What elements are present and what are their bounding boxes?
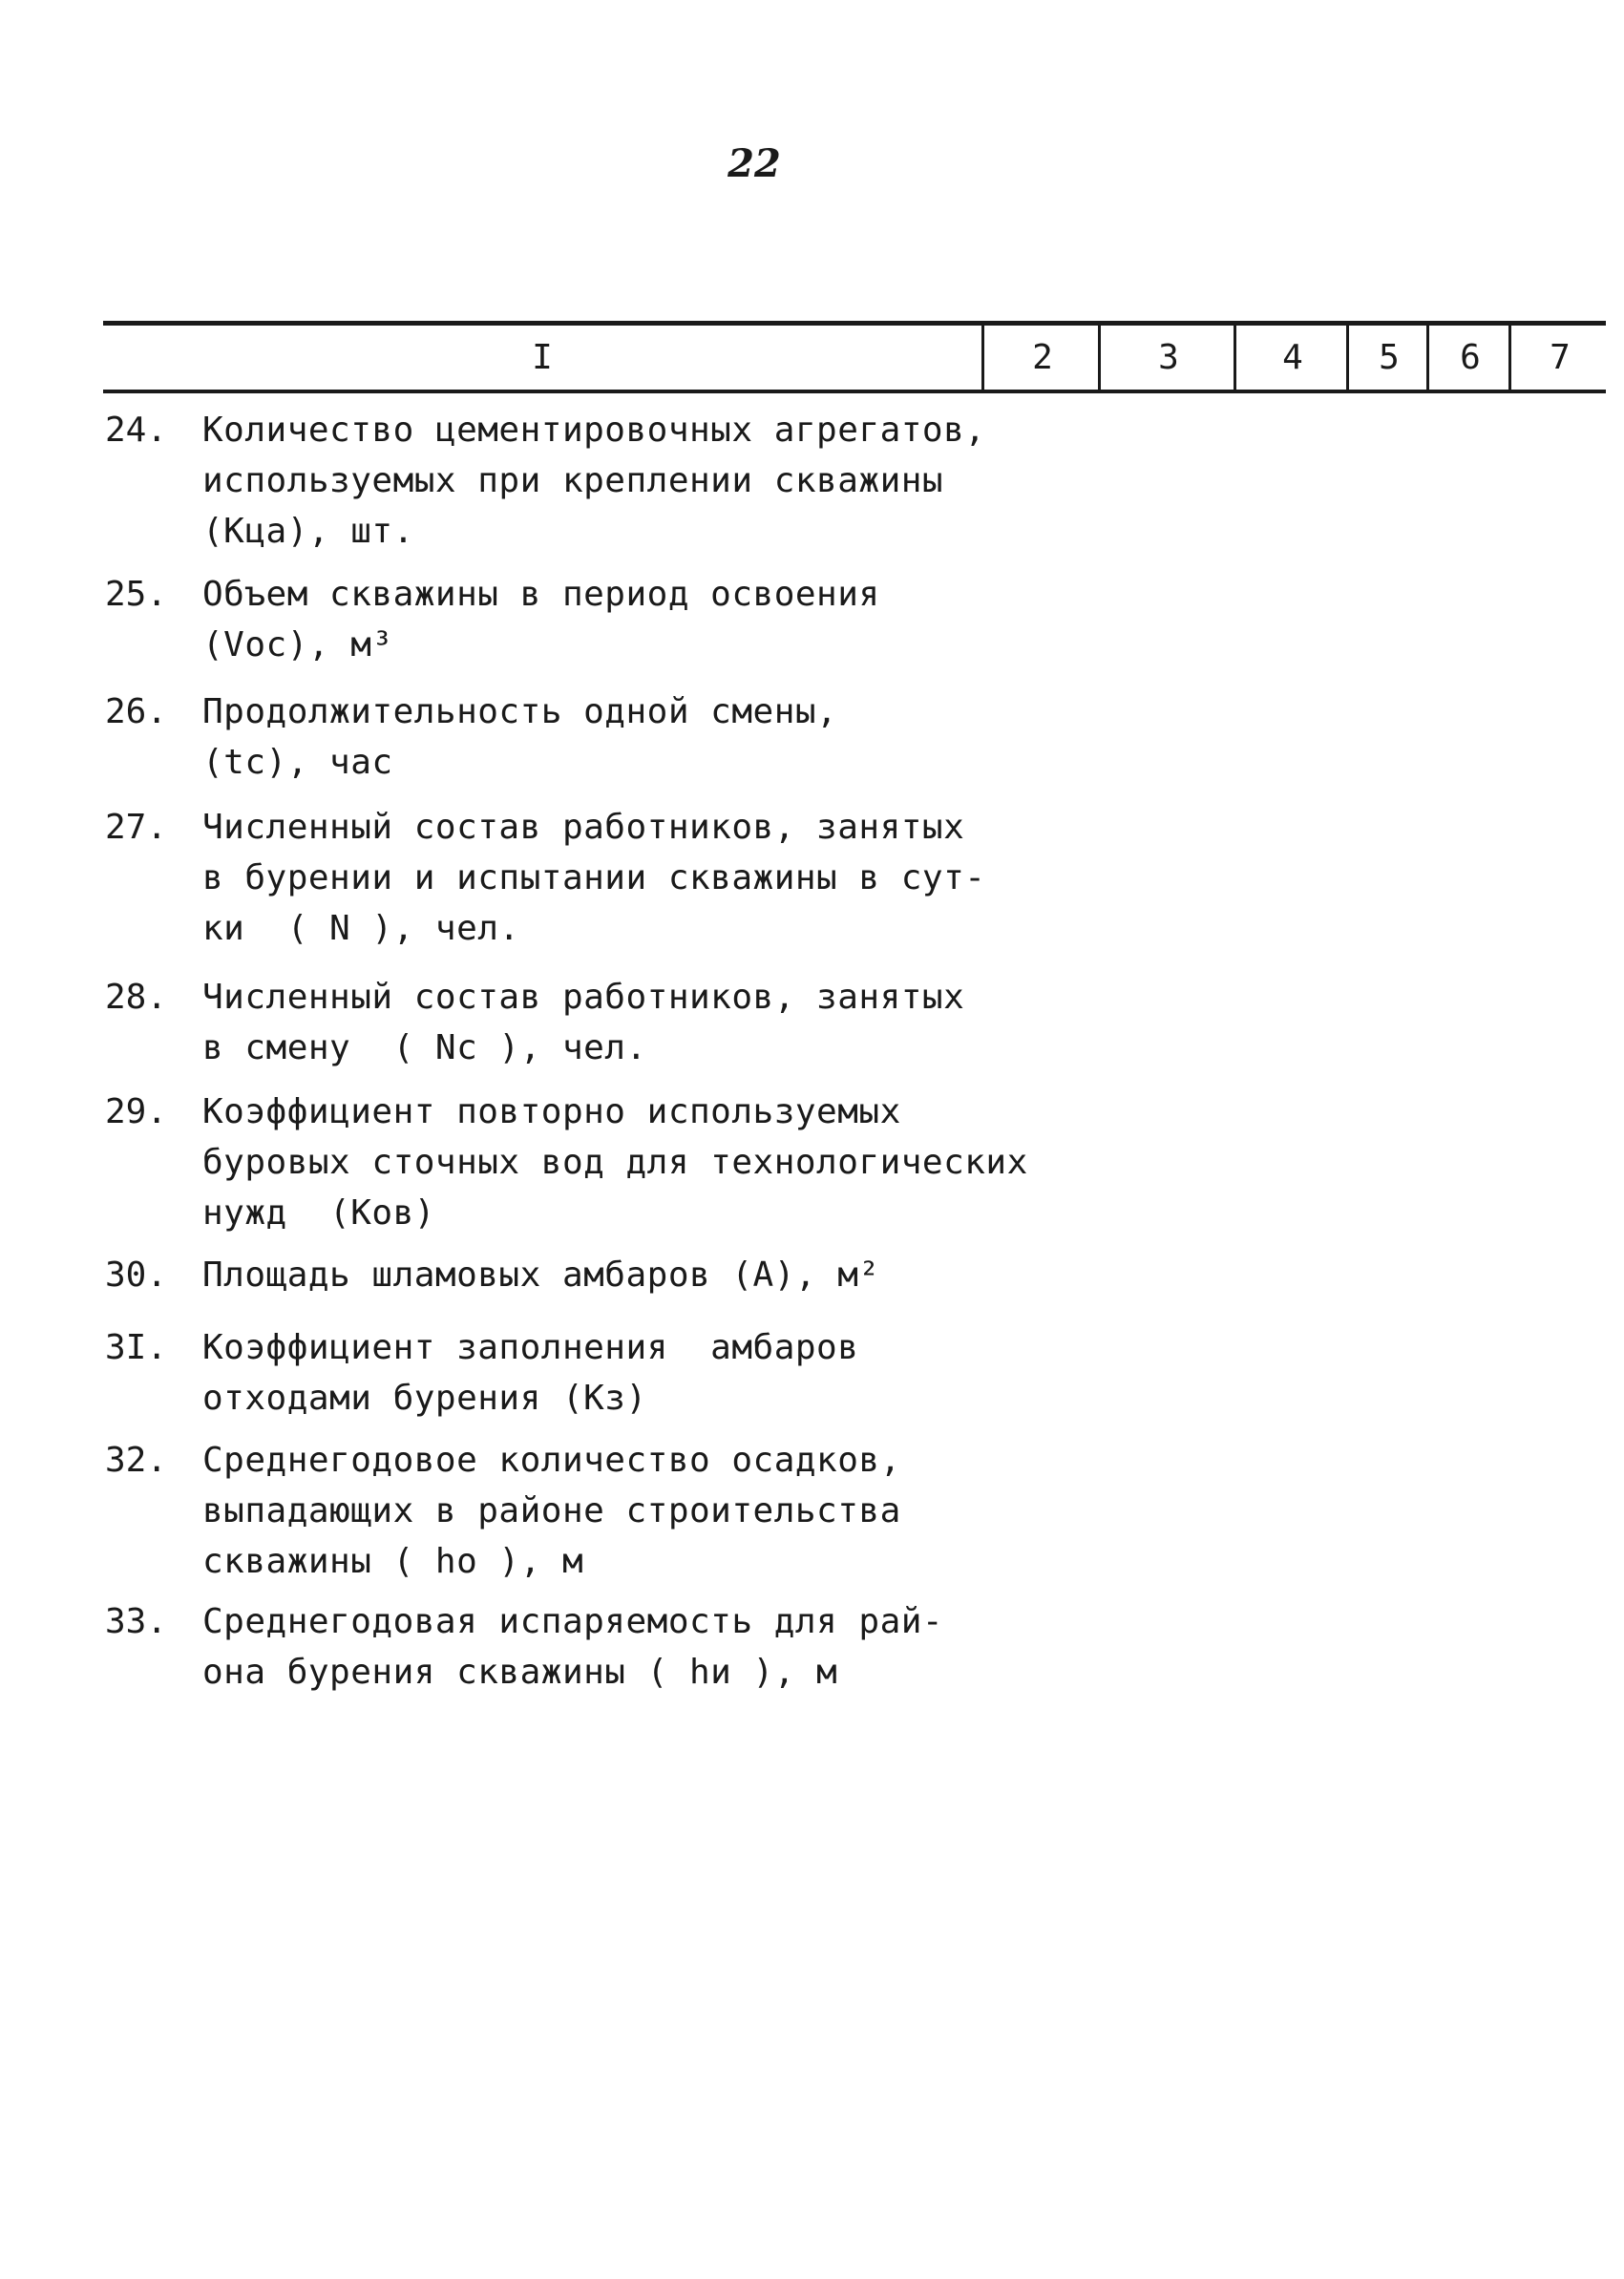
column-header-5: 5 — [1346, 326, 1429, 390]
item-text-line: используемых при креплении скважины — [202, 461, 944, 500]
item-number: 25. — [105, 575, 168, 614]
table-header — [103, 321, 1606, 393]
item-text-line: буровых сточных вод для технологических — [202, 1143, 1028, 1182]
column-header-7: 7 — [1508, 326, 1609, 390]
item-text-line: отходами бурения (Кз) — [202, 1379, 647, 1418]
column-header-1: I — [532, 338, 553, 377]
item-text-line: Численный состав работников, занятых — [202, 978, 965, 1017]
item-number: 30. — [105, 1256, 168, 1295]
item-text-line: в бурении и испытании скважины в сут- — [202, 858, 986, 897]
column-header-6: 6 — [1426, 326, 1511, 390]
item-number: 3I. — [105, 1328, 168, 1367]
item-number: 26. — [105, 692, 168, 731]
item-text-line: Коэффициент заполнения амбаров — [202, 1328, 859, 1367]
item-text-line: скважины ( hо ), м — [202, 1542, 584, 1581]
item-text-line: она бурения скважины ( hи ), м — [202, 1653, 838, 1692]
item-number: 24. — [105, 411, 168, 450]
item-text-line: Площадь шламовых амбаров (А), м² — [202, 1256, 880, 1295]
item-number: 28. — [105, 978, 168, 1017]
item-text-line: Коэффициент повторно используемых — [202, 1092, 901, 1131]
column-header-4: 4 — [1234, 326, 1349, 390]
item-text-line: Продолжительность одной смены, — [202, 692, 838, 731]
item-number: 27. — [105, 808, 168, 847]
column-header-2: 2 — [981, 326, 1101, 390]
item-text-line: Объем скважины в период освоения — [202, 575, 880, 614]
item-text-line: Количество цементировочных агрегатов, — [202, 411, 986, 450]
item-text-line: ки ( N ), чел. — [202, 909, 520, 948]
item-text-line: выпадающих в районе строительства — [202, 1491, 901, 1530]
item-text-line: Среднегодовое количество осадков, — [202, 1441, 901, 1480]
item-text-line: нужд (Ков) — [202, 1193, 435, 1233]
item-number: 33. — [105, 1602, 168, 1641]
item-text-line: Среднегодовая испаряемость для рай- — [202, 1602, 944, 1641]
item-number: 32. — [105, 1441, 168, 1480]
column-header-3: 3 — [1098, 326, 1236, 390]
item-text-line: (Кца), шт. — [202, 512, 414, 551]
item-number: 29. — [105, 1092, 168, 1131]
item-text-line: Численный состав работников, занятых — [202, 808, 965, 847]
item-text-line: (tс), час — [202, 743, 393, 782]
page-number: 22 — [728, 141, 781, 186]
item-text-line: (Vос), м³ — [202, 625, 393, 665]
item-text-line: в смену ( Nс ), чел. — [202, 1028, 647, 1067]
